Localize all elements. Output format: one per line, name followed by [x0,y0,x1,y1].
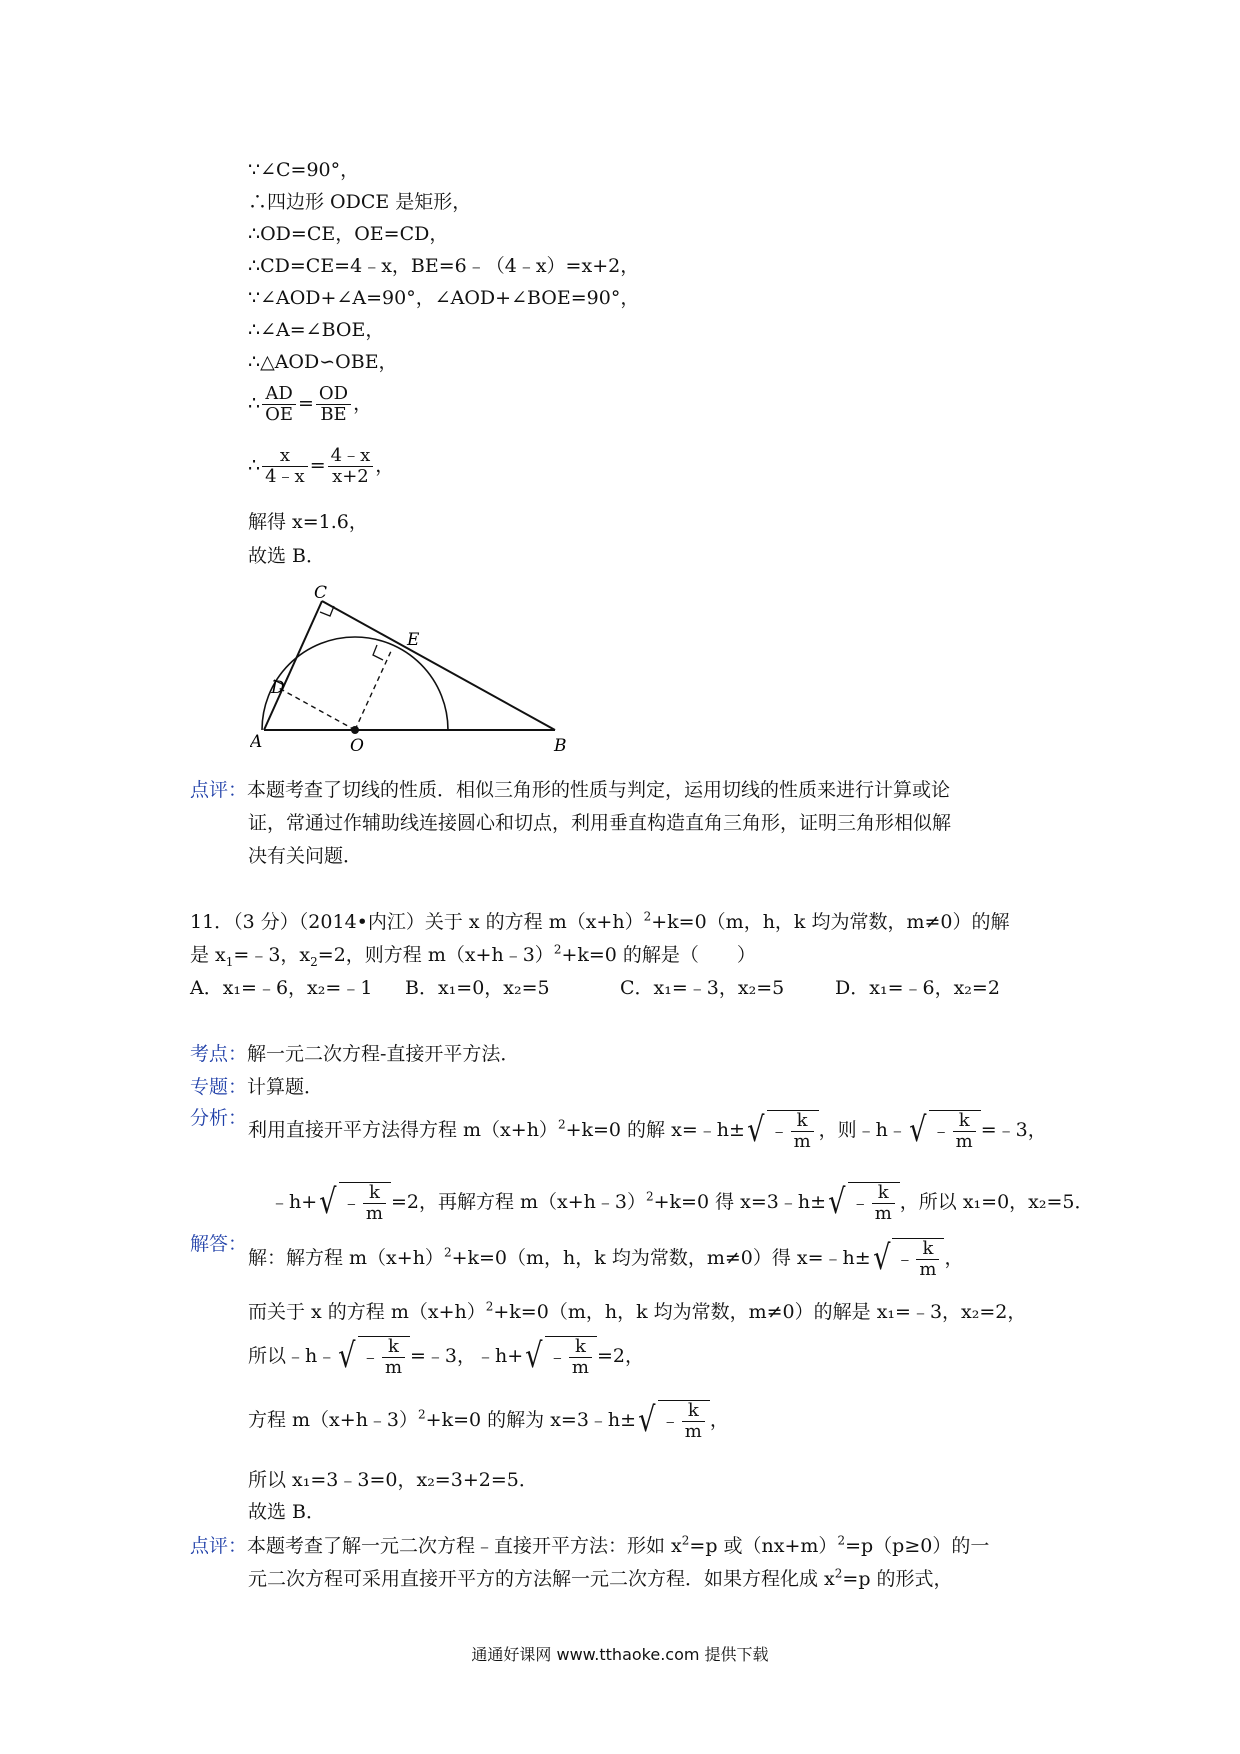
radicand [339,1182,391,1224]
review2-line-1 [190,1534,989,1558]
kaodian-label: 考点： [190,1043,248,1065]
q11-text-1a: 11．（3 分）（2014•内江）关于 x 的方程 m（x+h） [190,911,644,933]
radicand [767,1110,819,1152]
fraction-denominator: OE [265,404,293,425]
q11-option-b: B．x₁=0，x₂=5 [405,977,550,999]
proof-line-8-prefix: ∴ [248,392,261,415]
solution-text-1a: 解：解方程 m（x+h） [248,1247,444,1269]
fraction-denominator: x+2 [332,466,369,487]
fraction-denominator: m [955,1131,973,1152]
fraction-numerator: x [262,446,308,467]
proof-line-4: ∴CD=CE=4﹣x，BE=6﹣（4﹣x）=x+2， [248,255,640,277]
fraction-numerator: k [363,1183,386,1204]
fenxi-text-1b: +k=0 的解 x=﹣h± [565,1119,745,1141]
fenxi-text-2a: ﹣h+ [270,1191,318,1213]
semicircle [262,637,448,730]
review-label: 点评： [190,779,248,801]
fenxi-text-1d: =﹣3， [980,1119,1047,1141]
proof-line-9-equals: = [309,454,326,477]
fenxi-line-2 [270,1182,1094,1224]
label-c: C [314,585,328,603]
fraction-k-m [363,1183,386,1224]
sqrt-expression [826,1182,900,1224]
radical-sign: √ [872,1238,891,1278]
radical-sign: √ [638,1400,656,1440]
label-e: E [407,630,420,650]
solution-text-1b: +k=0（m，h，k 均为常数，m≠0）得 x=﹣h± [451,1247,871,1269]
jieda-label: 解答： [190,1233,248,1255]
solution-line-2 [248,1300,1026,1324]
fraction-denominator: m [571,1357,589,1378]
segment-cb [322,601,555,730]
label-d: D [271,678,285,698]
sqrt-expression [745,1110,819,1152]
q11-sup-1: 2 [643,909,652,924]
fraction-numerator: AD [262,384,296,405]
radicand [929,1110,981,1152]
solution-text-2b: +k=0（m，h，k 均为常数，m≠0）的解是 x₁=﹣3，x₂=2， [493,1301,1027,1323]
review1-line-3: 决有关问题． [248,845,363,867]
fraction-numerator: k [791,1111,814,1132]
fraction-denominator: m [384,1357,403,1378]
q11-sup-2: 2 [553,942,562,957]
solution-line-3 [248,1336,644,1378]
segment-ac [264,601,322,730]
solution-text-3a: 所以﹣h﹣ [248,1345,337,1367]
sqrt-expression [871,1238,945,1280]
radicand-minus: ﹣ [850,1191,870,1214]
fenxi-sup-1: 2 [557,1117,566,1132]
fenxi-text-1a: 利用直接开平方法得方程 m（x+h） [248,1119,558,1141]
review2-sup-1: 2 [681,1533,690,1548]
review2-line-2 [248,1567,953,1591]
q11-option-c: C．x₁=﹣3，x₂=5 [620,977,785,999]
solution-line-1 [248,1238,963,1280]
proof-line-9-prefix: ∴ [248,454,261,477]
fraction-numerator: k [569,1337,592,1358]
review2-label: 点评： [190,1535,248,1557]
radical-sign: √ [338,1336,356,1376]
solution-sup-4: 2 [418,1407,426,1422]
kaodian-line [190,1042,519,1066]
right-angle-e [373,645,383,660]
fraction-od-be [316,384,351,425]
review2-text-2b: =p 的形式， [842,1568,953,1590]
fraction-ad-oe [262,384,296,425]
fraction-numerator: k [953,1111,976,1132]
q11-text-2a: 是 x [190,944,226,966]
solution-line-6: 故选 B． [248,1501,326,1523]
proof-line-1: ∵∠C=90°， [248,159,360,181]
proof-line-8 [248,384,372,425]
review2-sup-2: 2 [837,1533,846,1548]
q11-option-a: A．x₁=﹣6，x₂=﹣1 [190,977,373,999]
solution-text-3c: =2， [596,1345,644,1367]
radical-sign: √ [828,1182,846,1222]
fraction-denominator: m [919,1259,937,1280]
radicand [358,1336,410,1378]
q11-text-2d: +k=0 的解是（ ） [561,944,756,966]
fraction-denominator: m [793,1131,811,1152]
fraction-denominator: m [684,1421,702,1442]
radicand-minus: ﹣ [895,1247,915,1270]
fraction-numerator: k [682,1401,705,1422]
review2-text-1b: =p 或（nx+m） [689,1535,838,1557]
radicand-minus: ﹣ [360,1345,380,1368]
fenxi-text-2d: ，所以 x₁=0，x₂=5． [899,1191,1094,1213]
solution-line-4 [248,1400,729,1442]
label-a: A [250,732,263,752]
q11-text-2b: =﹣3，x [233,944,311,966]
fraction-denominator: m [874,1203,892,1224]
solution-sup-2: 2 [485,1299,494,1314]
fenxi-line-1 [248,1110,1047,1152]
fraction-denominator: 4﹣x [265,466,305,487]
zhuanti-text: 计算题． [247,1076,324,1098]
review2-sup-3: 2 [834,1566,843,1581]
fraction-numerator: 4﹣x [328,446,374,467]
review1-line-1 [190,778,950,802]
solution-text-4a: 方程 m（x+h﹣3） [248,1409,419,1431]
sqrt-expression [336,1336,410,1378]
sqrt-expression [523,1336,597,1378]
proof-line-8-equals: = [298,392,314,415]
proof-line-5: ∵∠AOD+∠A=90°，∠AOD+∠BOE=90°， [248,287,640,309]
solution-text-4c: ， [709,1409,729,1431]
review2-text-1c: =p（p≥0）的一 [845,1535,990,1557]
q11-sub-1: 1 [225,954,234,969]
radical-sign: √ [525,1336,543,1376]
proof-line-2: ∴四边形 ODCE 是矩形， [248,191,472,213]
zhuanti-label: 专题： [190,1076,248,1098]
review1-text-1: 本题考查了切线的性质．相似三角形的性质与判定，运用切线的性质来进行计算或论 [247,779,951,801]
radius-od [277,687,355,730]
proof-line-8-suffix: ， [353,392,373,415]
solution-text-1c: ， [944,1247,964,1269]
geometry-figure [250,585,580,755]
fenxi-text-2b: =2，再解方程 m（x+h﹣3） [390,1191,646,1213]
fraction-k-m [953,1111,976,1152]
fraction-numerator: k [872,1183,895,1204]
radicand-minus: ﹣ [341,1191,361,1214]
fraction-numerator: OD [316,384,351,405]
radical-sign: √ [319,1182,337,1222]
center-point-o [351,726,359,734]
proof-line-6: ∴∠A=∠BOE， [248,319,385,341]
solution-line-5: 所以 x₁=3﹣3=0，x₂=3+2=5． [248,1469,538,1491]
fraction-k-m [382,1337,405,1378]
fraction-denominator: BE [320,404,347,425]
fraction-numerator: k [382,1337,405,1358]
proof-line-3: ∴OD=CE，OE=CD， [248,223,449,245]
fraction-k-m [569,1337,592,1378]
review2-text-1a: 本题考查了解一元二次方程﹣直接开平方法：形如 x [247,1535,682,1557]
sqrt-expression [317,1182,391,1224]
proof-line-11: 故选 B． [248,545,326,567]
sqrt-expression [907,1110,981,1152]
fenxi-text-2c: +k=0 得 x=3﹣h± [653,1191,827,1213]
solution-text-2a: 而关于 x 的方程 m（x+h） [248,1301,486,1323]
label-b: B [554,736,567,755]
radical-sign: √ [909,1110,927,1150]
fraction-x-4mx [262,446,308,487]
fraction-k-m [916,1239,939,1280]
proof-line-9-suffix: ， [375,454,395,477]
radius-oe [355,649,392,730]
fenxi-text-1c: ，则﹣h﹣ [818,1119,907,1141]
q11-option-d: D．x₁=﹣6，x₂=2 [835,977,1000,999]
radicand-minus: ﹣ [931,1119,951,1142]
proof-line-7: ∴△AOD∽OBE， [248,351,398,373]
fenxi-sup-2: 2 [645,1189,654,1204]
radicand-minus: ﹣ [660,1409,680,1432]
fraction-k-m [791,1111,814,1152]
q11-text-2c: =2，则方程 m（x+h﹣3） [317,944,554,966]
solution-sup-1: 2 [443,1245,452,1260]
proof-line-10: 解得 x=1.6， [248,511,368,533]
q11-sub-2: 2 [310,954,318,969]
page-footer: 通通好课网 www.tthaoke.com 提供下载 [471,1645,769,1664]
fraction-4mx-xp2 [328,446,374,487]
review2-text-2a: 元二次方程可采用直接开平方的方法解一元二次方程．如果方程化成 x [248,1568,835,1590]
radicand [545,1336,597,1378]
sqrt-expression [636,1400,710,1442]
fraction-k-m [682,1401,705,1442]
radicand-minus: ﹣ [547,1345,567,1368]
proof-line-9 [248,446,394,487]
solution-text-4b: +k=0 的解为 x=3﹣h± [425,1409,637,1431]
fenxi-label: 分析： [190,1107,248,1129]
q11-line-1 [190,910,1010,934]
radicand [848,1182,900,1224]
fraction-k-m [872,1183,895,1224]
fraction-denominator: m [365,1203,383,1224]
radicand [658,1400,710,1442]
q11-text-1b: +k=0（m，h，k 均为常数，m≠0）的解 [651,911,1010,933]
review1-line-2: 证，常通过作辅助线连接圆心和切点，利用垂直构造直角三角形，证明三角形相似解 [248,812,952,834]
q11-line-2 [190,943,756,967]
radicand [892,1238,944,1280]
radical-sign: √ [747,1110,765,1150]
solution-text-3b: =﹣3，﹣h+ [410,1345,524,1367]
radicand-minus: ﹣ [769,1119,789,1142]
zhuanti-line [190,1075,323,1099]
kaodian-text: 解一元二次方程-直接开平方法． [247,1043,520,1065]
fraction-numerator: k [916,1239,939,1260]
label-o: O [350,736,364,755]
